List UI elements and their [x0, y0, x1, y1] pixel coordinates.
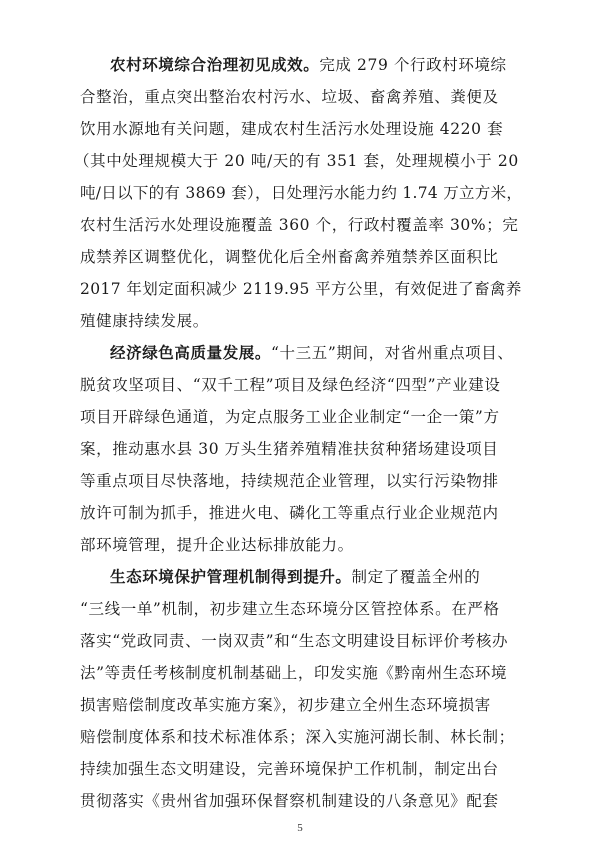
paragraph-line: 落实“党政同责、一岗双责”和“生态文明建设目标评价考核办	[80, 632, 509, 650]
paragraph-line: 项目开辟绿色通道，为定点服务工业企业制定“一企一策”方	[80, 408, 500, 426]
paragraph-line: 贯彻落实《贵州省加强环保督察机制建设的八条意见》配套	[80, 792, 499, 810]
paragraph-line: （其中处理规模大于 20 吨/天的有 351 套，处理规模小于 20	[74, 152, 519, 170]
paragraph-line: 吨/日以下的有 3869 套），日处理污水能力约 1.74 万立方米，	[80, 184, 523, 202]
paragraph-line: 殖健康持续发展。	[80, 312, 209, 330]
paragraph-line: 生态环境保护管理机制得到提升。制定了覆盖全州的	[110, 567, 481, 586]
paragraph-line: 经济绿色高质量发展。“十三五”期间，对省州重点项目、	[110, 343, 514, 362]
paragraph-line: 放许可制为抓手，推进火电、磷化工等重点行业企业规范内	[80, 504, 499, 522]
paragraph-heading: 农村环境综合治理初见成效。	[110, 55, 320, 74]
paragraph-line: 损害赔偿制度改革实施方案》，初步建立全州生态环境损害	[80, 696, 491, 714]
paragraph-line: 成禁养区调整优化，调整优化后全州畜禽养殖禁养区面积比	[80, 248, 499, 266]
paragraph-line: 脱贫攻坚项目、“双千工程”项目及绿色经济“四型”产业建设	[80, 376, 501, 394]
paragraph-line: 2017 年划定面积减少 2119.95 平方公里，有效促进了畜禽养	[80, 280, 522, 298]
paragraph-line: 法”等责任考核制度机制基础上，印发实施《黔南州生态环境	[80, 664, 508, 682]
paragraph-line: “三线一单”机制，初步建立生态环境分区管控体系。在严格	[80, 600, 500, 618]
paragraph-line: 等重点项目尽快落地，持续规范企业管理，以实行污染物排	[80, 472, 499, 490]
page-number: 5	[297, 822, 303, 834]
paragraph-line: 部环境管理，提升企业达标排放能力。	[80, 536, 354, 554]
paragraph-line: 合整治，重点突出整治农村污水、垃圾、畜禽养殖、粪便及	[80, 88, 499, 106]
paragraph-heading: 生态环境保护管理机制得到提升。	[110, 567, 352, 586]
paragraph-line: 农村环境综合治理初见成效。完成 279 个行政村环境综	[110, 55, 507, 74]
paragraph-line: 赔偿制度体系和技术标准体系；深入实施河湖长制、林长制；	[80, 728, 515, 746]
paragraph-line: 农村生活污水处理设施覆盖 360 个，行政村覆盖率 30%；完	[80, 216, 519, 234]
paragraph-line: 案，推动惠水县 30 万头生猪养殖精准扶贫种猪场建设项目	[80, 440, 499, 458]
paragraph-line: 持续加强生态文明建设，完善环境保护工作机制，制定出台	[80, 760, 499, 778]
paragraph-line: 饮用水源地有关问题，建成农村生活污水处理设施 4220 套	[80, 120, 504, 138]
paragraph-heading: 经济绿色高质量发展。	[110, 343, 272, 362]
